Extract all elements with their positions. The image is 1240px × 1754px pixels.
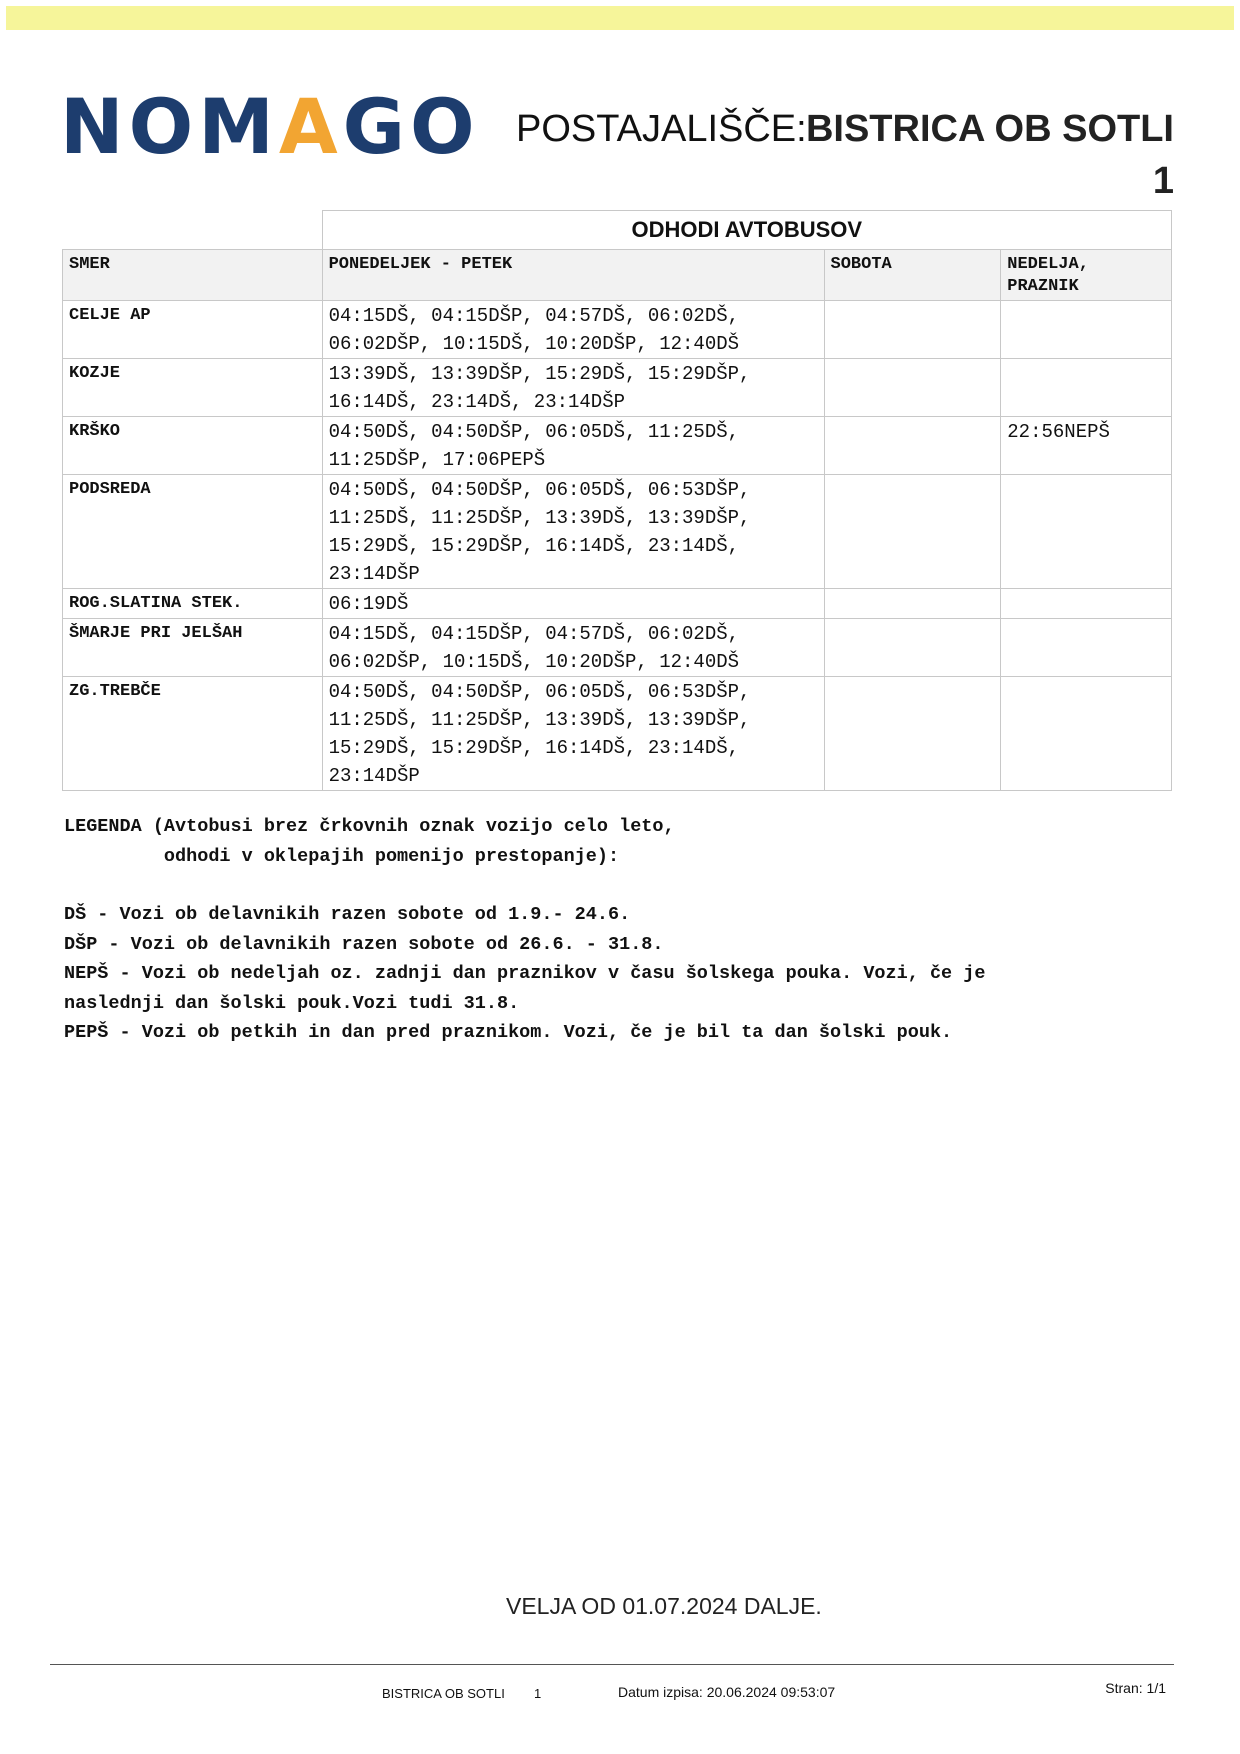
sunday-departures-cell: [1001, 475, 1172, 589]
departure-times-line: 23:14DŠP: [328, 563, 420, 585]
departure-times-line: 04:15DŠ, 04:15DŠP, 04:57DŠ, 06:02DŠ,: [328, 623, 740, 645]
legend-entry-dsp: DŠP - Vozi ob delavnikih razen sobote od 26.6. - 31.8.: [64, 933, 664, 955]
highlight-band: [6, 6, 1234, 30]
table-title: ODHODI AVTOBUSOV: [322, 211, 1171, 250]
table-row: [63, 359, 1172, 417]
sunday-departures-cell: 22:56NEPŠ: [1001, 417, 1172, 475]
validity-notice: VELJA OD 01.07.2024 DALJE.: [506, 1593, 822, 1619]
column-header-weekdays: PONEDELJEK - PETEK: [322, 250, 824, 301]
footer-station: BISTRICA OB SOTLI: [382, 1686, 505, 1701]
table-row: [63, 619, 1172, 677]
saturday-departures-cell: [824, 589, 1001, 619]
nomago-logo: NOMAGO: [60, 82, 480, 171]
saturday-departures-cell: [824, 301, 1001, 359]
direction-cell: KRŠKO: [63, 417, 323, 475]
sunday-departures-cell: [1001, 301, 1172, 359]
departure-times-line: 06:02DŠP, 10:15DŠ, 10:20DŠP, 12:40DŠ: [328, 333, 740, 355]
footer-station-number: 1: [534, 1686, 542, 1701]
table-row: [63, 301, 1172, 359]
footer-print-date: Datum izpisa: 20.06.2024 09:53:07: [618, 1684, 836, 1700]
weekday-departures-cell: [322, 475, 824, 589]
table-row: [63, 589, 1172, 619]
saturday-departures-cell: [824, 619, 1001, 677]
saturday-departures-cell: [824, 417, 1001, 475]
legend: [64, 812, 1184, 1048]
saturday-departures-cell: [824, 359, 1001, 417]
departure-times-line: 15:29DŠ, 15:29DŠP, 16:14DŠ, 23:14DŠ,: [328, 535, 740, 557]
direction-cell: KOZJE: [63, 359, 323, 417]
footer-page-number: Stran: 1/1: [1105, 1680, 1166, 1696]
departure-times-line: 15:29DŠ, 15:29DŠP, 16:14DŠ, 23:14DŠ,: [328, 737, 740, 759]
sunday-departures-cell: [1001, 359, 1172, 417]
weekday-departures-cell: [322, 589, 824, 619]
weekday-departures-cell: [322, 619, 824, 677]
column-header-sunday-holiday: NEDELJA, PRAZNIK: [1001, 250, 1172, 301]
departure-times-line: 13:39DŠ, 13:39DŠP, 15:29DŠ, 15:29DŠP,: [328, 363, 751, 385]
weekday-departures-cell: [322, 359, 824, 417]
legend-intro-line-1: LEGENDA (Avtobusi brez črkovnih oznak vozijo celo leto,: [64, 816, 675, 837]
departure-times-line: 06:19DŠ: [328, 593, 409, 615]
sunday-departures-cell: [1001, 619, 1172, 677]
departure-times-line: 11:25DŠP, 17:06PEPŠ: [328, 449, 546, 471]
weekday-departures-cell: [322, 301, 824, 359]
departure-times-line: 06:02DŠP, 10:15DŠ, 10:20DŠP, 12:40DŠ: [328, 651, 740, 673]
table-row: [63, 475, 1172, 589]
legend-entry-ds: DŠ - Vozi ob delavnikih razen sobote od 1.9.- 24.6.: [64, 904, 631, 925]
weekday-departures-cell: [322, 677, 824, 791]
departure-times-line: 11:25DŠ, 11:25DŠP, 13:39DŠ, 13:39DŠP,: [328, 507, 751, 529]
departure-times-line: 04:50DŠ, 04:50DŠP, 06:05DŠ, 06:53DŠP,: [328, 681, 751, 703]
direction-cell: ŠMARJE PRI JELŠAH: [63, 619, 323, 677]
station-label: POSTAJALIŠČE:: [516, 108, 807, 150]
direction-cell: CELJE AP: [63, 301, 323, 359]
saturday-departures-cell: [824, 475, 1001, 589]
departure-times-line: 16:14DŠ, 23:14DŠ, 23:14DŠP: [328, 391, 626, 413]
weekday-departures-cell: [322, 417, 824, 475]
station-name: BISTRICA OB SOTLI: [805, 108, 1174, 150]
sunday-departures-cell: [1001, 677, 1172, 791]
departure-times-line: 04:15DŠ, 04:15DŠP, 04:57DŠ, 06:02DŠ,: [328, 305, 740, 327]
legend-intro-line-2: odhodi v oklepajih pomenijo prestopanje):: [64, 845, 620, 867]
legend-entry-neps-continued: naslednji dan šolski pouk.Vozi tudi 31.8.: [64, 992, 520, 1014]
table-row: [63, 677, 1172, 791]
table-corner: [63, 211, 323, 250]
departure-times-line: 23:14DŠP: [328, 765, 420, 787]
legend-entry-peps: PEPŠ - Vozi ob petkih in dan pred praznikom. Vozi, če je bil ta dan šolski pouk.: [64, 1022, 953, 1043]
direction-cell: PODSREDA: [63, 475, 323, 589]
direction-cell: ROG.SLATINA STEK.: [63, 589, 323, 619]
departure-times-line: 04:50DŠ, 04:50DŠP, 06:05DŠ, 11:25DŠ,: [328, 421, 740, 443]
legend-entry-neps: NEPŠ - Vozi ob nedeljah oz. zadnji dan praznikov v času šolskega pouka. Vozi, če je: [64, 963, 986, 984]
station-number: 1: [1152, 160, 1174, 202]
direction-cell: ZG.TREBČE: [63, 677, 323, 791]
departure-times-line: 11:25DŠ, 11:25DŠP, 13:39DŠ, 13:39DŠP,: [328, 709, 751, 731]
departures-table-body: [63, 301, 1172, 791]
saturday-departures-cell: [824, 677, 1001, 791]
footer-divider: [50, 1664, 1174, 1665]
table-row: [63, 417, 1172, 475]
column-header-direction: SMER: [63, 250, 323, 301]
sunday-departures-cell: [1001, 589, 1172, 619]
departure-times-line: 04:50DŠ, 04:50DŠP, 06:05DŠ, 06:53DŠP,: [328, 479, 751, 501]
departures-table: [62, 210, 1172, 791]
column-header-saturday: SOBOTA: [824, 250, 1001, 301]
